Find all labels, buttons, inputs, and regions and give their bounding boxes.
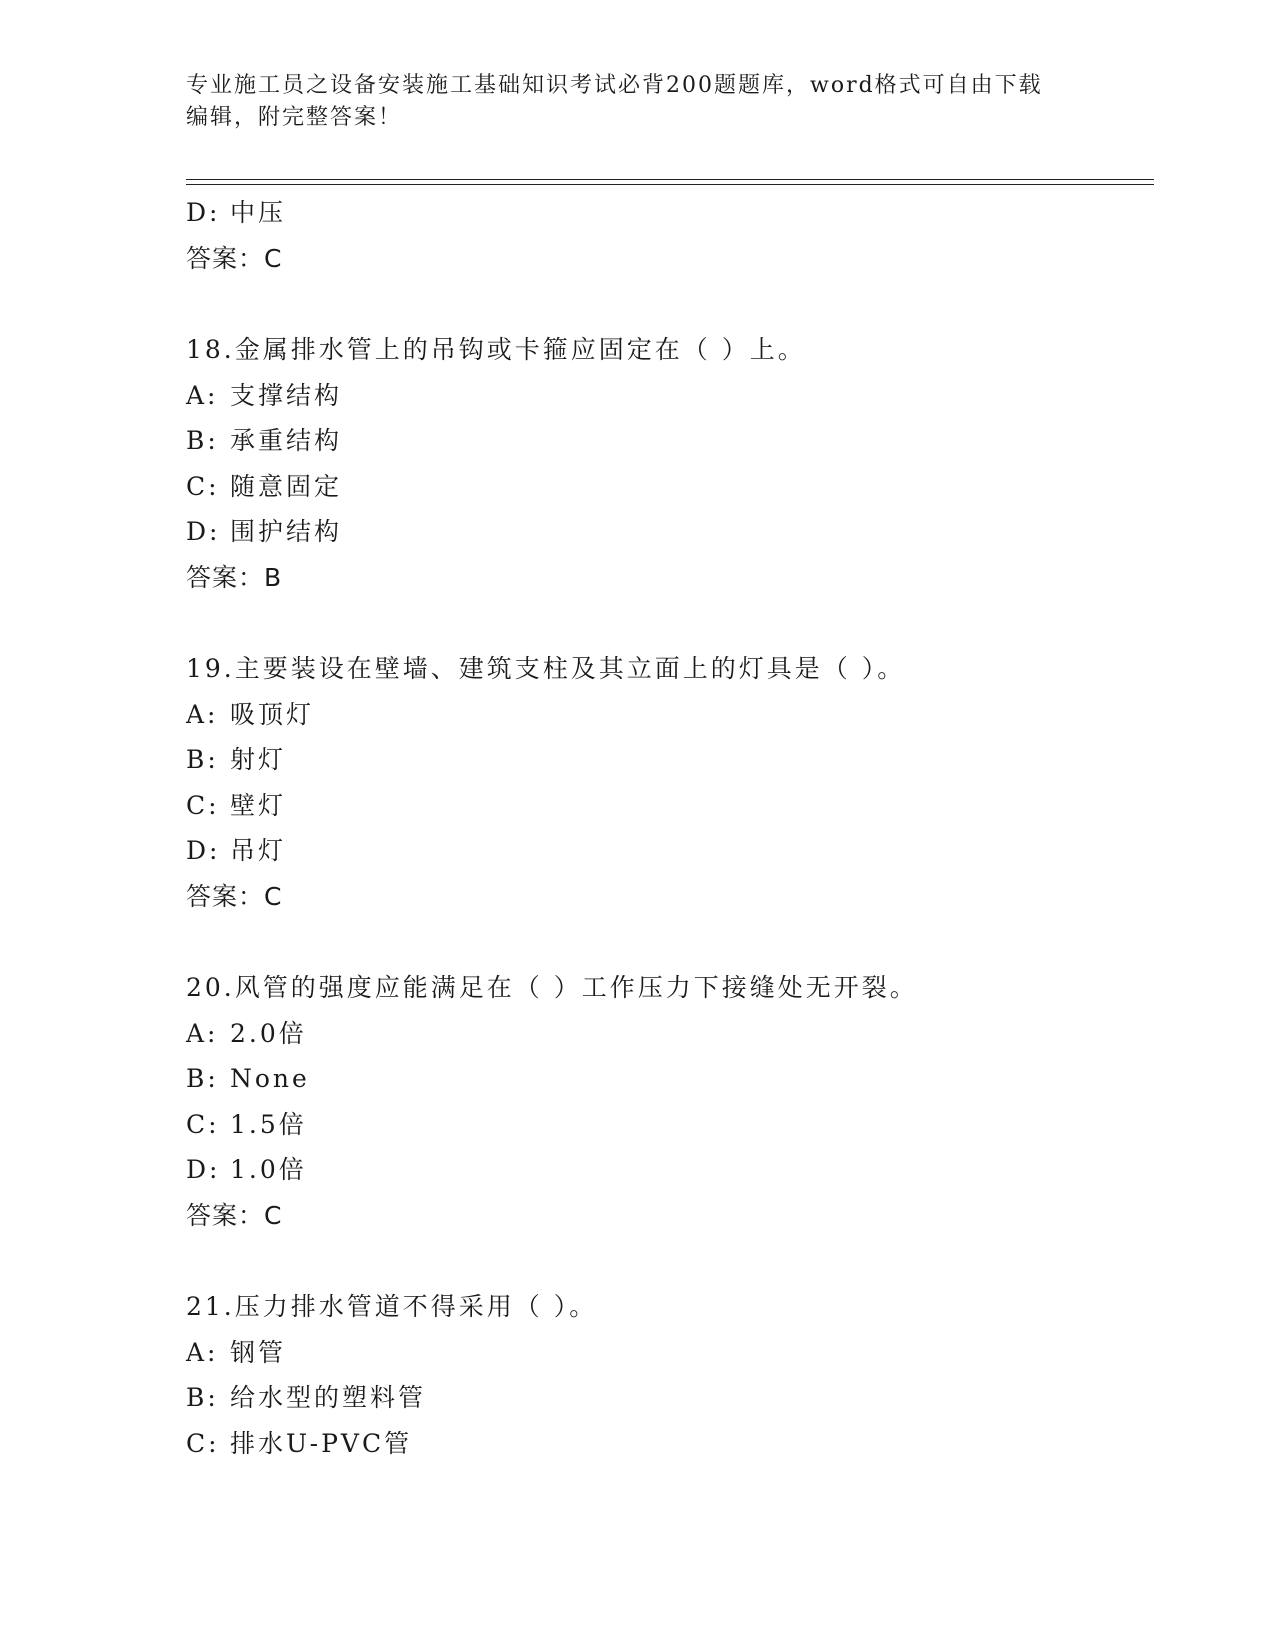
option-row (186, 373, 1154, 419)
option-letter: D: (186, 517, 221, 546)
option-letter: C: (186, 1428, 220, 1458)
spacer (186, 919, 1154, 965)
option-row (186, 783, 1154, 829)
answer-line: 答案：C (186, 881, 283, 911)
question-stem: 20.风管的强度应能满足在（ ）工作压力下接缝处无开裂。 (186, 973, 918, 1002)
option-text: 中压 (230, 198, 287, 227)
option-letter: A: (186, 380, 219, 410)
option-row (186, 1375, 1154, 1421)
answer-line: 答案：B (186, 562, 283, 592)
option-letter: A: (186, 1018, 219, 1048)
option-row (186, 692, 1154, 738)
option-text: 支撑结构 (230, 380, 343, 410)
option-row (186, 464, 1154, 510)
option-text: 1.0倍 (230, 1155, 307, 1184)
spacer (186, 1238, 1154, 1284)
option-row (186, 1102, 1154, 1148)
option-letter: B: (186, 1064, 219, 1093)
option-row (186, 509, 1154, 555)
option-text: 2.0倍 (230, 1018, 307, 1048)
option-letter: D: (186, 836, 221, 865)
question-stem: 19.主要装设在壁墙、建筑支柱及其立面上的灯具是（ ）。 (186, 654, 906, 683)
option-text: 射灯 (230, 745, 287, 774)
header-divider-top (186, 179, 1154, 180)
option-row (186, 1147, 1154, 1193)
option-row (186, 190, 1154, 236)
option-text: 1.5倍 (230, 1109, 307, 1139)
option-row (186, 828, 1154, 874)
option-row (186, 1421, 1154, 1467)
option-letter: A: (186, 1337, 219, 1367)
header-line-2: 编辑，附完整答案！ (186, 105, 403, 130)
answer-line: 答案：C (186, 1200, 283, 1230)
option-row (186, 1330, 1154, 1376)
option-row (186, 1011, 1154, 1057)
option-letter: C: (186, 471, 220, 501)
document-header (186, 70, 1086, 134)
header-divider-bottom (186, 184, 1154, 185)
option-letter: B: (186, 1383, 219, 1412)
option-text: 吸顶灯 (230, 699, 315, 729)
option-letter: D: (186, 198, 221, 227)
option-text: 随意固定 (230, 471, 343, 501)
option-text: 排水U-PVC管 (230, 1428, 413, 1458)
answer-line: 答案：C (186, 243, 283, 273)
option-text: 吊灯 (230, 836, 287, 865)
option-letter: C: (186, 1109, 220, 1139)
option-text: 围护结构 (230, 517, 343, 546)
spacer (186, 281, 1154, 327)
spacer (186, 600, 1154, 646)
option-letter: D: (186, 1155, 221, 1184)
header-line-1: 专业施工员之设备安装施工基础知识考试必背200题题库，word格式可自由下载 (186, 73, 1043, 98)
option-text: 钢管 (230, 1337, 287, 1367)
option-row (186, 737, 1154, 783)
option-letter: C: (186, 790, 220, 820)
option-letter: B: (186, 426, 219, 455)
option-text: 给水型的塑料管 (230, 1383, 427, 1412)
option-text: None (230, 1064, 310, 1093)
option-text: 承重结构 (230, 426, 343, 455)
question-stem: 21.压力排水管道不得采用（ ）。 (186, 1292, 598, 1321)
option-letter: A: (186, 699, 219, 729)
option-text: 壁灯 (230, 790, 287, 820)
question-stem: 18.金属排水管上的吊钩或卡箍应固定在（ ）上。 (186, 335, 806, 364)
option-row (186, 418, 1154, 464)
option-letter: B: (186, 745, 219, 774)
document-body (186, 190, 1154, 1466)
option-row (186, 1056, 1154, 1102)
